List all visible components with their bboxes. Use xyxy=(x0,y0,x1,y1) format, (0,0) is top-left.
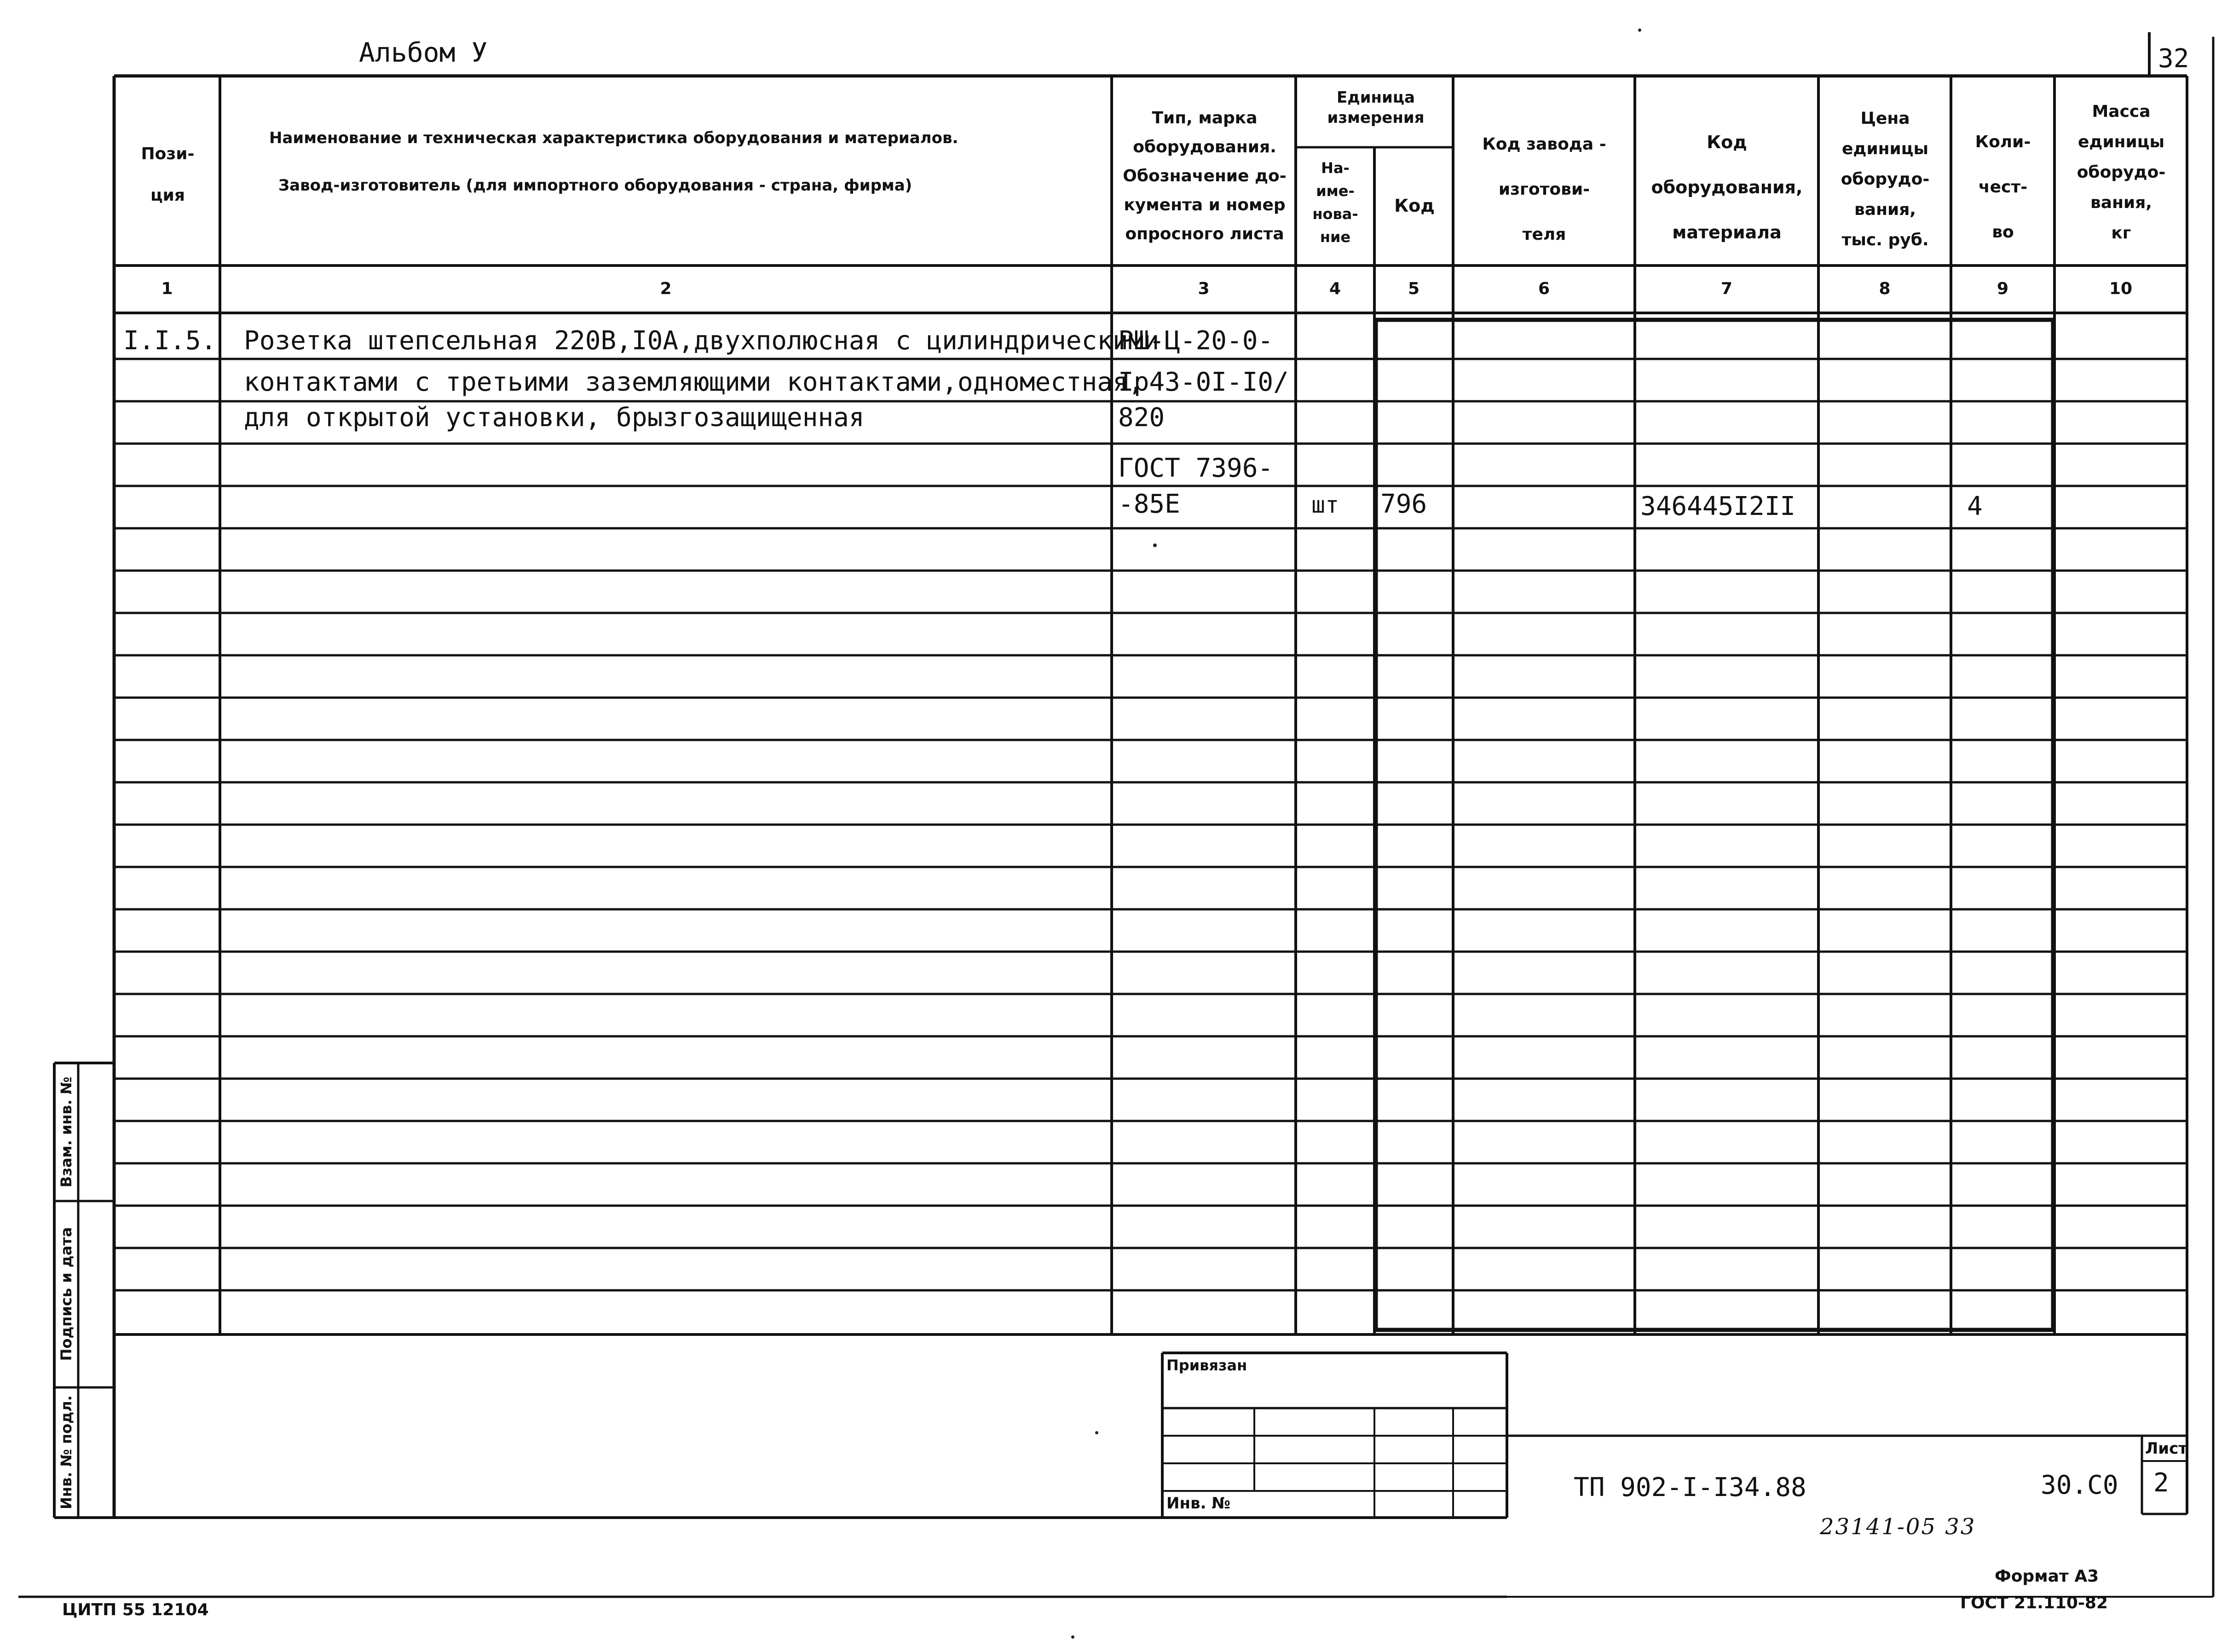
document-code: ТП 902-I-I34.88 xyxy=(1574,1473,1806,1502)
album-title: Альбом У xyxy=(359,37,488,68)
row-equipment-code: 346445I2II xyxy=(1640,491,1796,521)
header-mass xyxy=(2056,97,2186,248)
header-unit-name-line3: нова- xyxy=(1312,205,1358,223)
stamp-inv-no-label: Инв. № xyxy=(1166,1494,1231,1513)
row-unit-name: шт xyxy=(1311,491,1339,518)
header-unit-name-line4: ние xyxy=(1320,228,1351,246)
scan-speck xyxy=(1153,543,1157,547)
row-name-line1: Розетка штепсельная 220В,I0А,двухполюсная с цилиндрическими xyxy=(244,326,1160,356)
column-number-9: 9 xyxy=(1997,279,2009,298)
scan-speck xyxy=(1095,1431,1098,1434)
header-mass-line1: Масса xyxy=(2092,102,2151,121)
row-position: I.I.5. xyxy=(123,326,217,356)
column-number-2: 2 xyxy=(660,279,672,298)
row-unit-code: 796 xyxy=(1380,489,1427,519)
header-unit-name-line1: На- xyxy=(1321,159,1350,177)
header-name-line2: Завод-изготовитель (для импортного оборудования - страна, фирма) xyxy=(278,176,912,195)
row-type-line3: 820 xyxy=(1118,403,1165,433)
column-number-4: 4 xyxy=(1329,279,1341,298)
header-type-line4: кумента и номер xyxy=(1124,196,1286,214)
gost-label: ГОСТ 21.110-82 xyxy=(1960,1594,2108,1612)
header-price-line3: оборудо- xyxy=(1841,170,1930,189)
header-quantity xyxy=(1953,120,2053,255)
header-price-line5: тыс. руб. xyxy=(1841,231,1929,249)
stamp-vzam-inv: Взам. инв. № xyxy=(58,1076,75,1188)
row-type-line5: -85Е xyxy=(1118,489,1180,519)
sheet-number: 2 xyxy=(2153,1468,2169,1498)
stamp-inv-podl: Инв. № подл. xyxy=(58,1395,75,1509)
scan-speck xyxy=(1638,29,1641,32)
column-number-6: 6 xyxy=(1538,279,1550,298)
header-unit-group: Единица измерения xyxy=(1327,88,1425,127)
header-name-line1: Наименование и техническая характеристика оборудования и материалов. xyxy=(269,129,958,147)
header-price-line1: Цена xyxy=(1860,109,1910,128)
row-type-line2: Iр43-0I-I0/ xyxy=(1118,367,1289,397)
header-equipment-code-line2: оборудования, xyxy=(1651,177,1803,197)
header-type-line1: Тип, марка xyxy=(1152,109,1258,127)
row-type-line1: РШ-Ц-20-0- xyxy=(1118,326,1274,356)
page-number: 32 xyxy=(2158,44,2189,74)
header-mass-line5: кг xyxy=(2111,224,2131,243)
row-name-line2: контактами с третьими заземляющими контактами,одноместная, xyxy=(244,367,1144,397)
header-price-line2: единицы xyxy=(1841,139,1929,158)
header-quantity-line2: чест- xyxy=(1978,178,2028,196)
row-name-line3: для открытой установки, брызгозащищенная xyxy=(244,403,865,433)
header-unit-name xyxy=(1298,156,1373,248)
header-mass-line3: оборудо- xyxy=(2077,163,2166,182)
sheet-code: 30.C0 xyxy=(2041,1470,2118,1500)
header-price-line4: вания, xyxy=(1854,200,1916,219)
header-equipment-code-line3: материала xyxy=(1672,222,1782,243)
column-number-8: 8 xyxy=(1879,279,1891,298)
header-quantity-line1: Коли- xyxy=(1975,133,2031,151)
handwritten-number: 23141-05 33 xyxy=(1820,1514,1976,1540)
header-type xyxy=(1114,104,1296,248)
column-number-7: 7 xyxy=(1720,279,1733,298)
header-unit-name-line2: име- xyxy=(1316,182,1355,200)
column-number-1: 1 xyxy=(161,279,173,298)
header-position-line1: Пози- ция xyxy=(141,144,195,205)
header-factory-code-line1: Код завода - xyxy=(1482,135,1606,154)
header-factory-code-line3: теля xyxy=(1522,225,1566,244)
header-type-line3: Обозначение до- xyxy=(1123,167,1287,185)
citp-label: ЦИТП 55 12104 xyxy=(62,1600,209,1619)
header-factory-code xyxy=(1455,122,1633,257)
header-type-line5: опросного листа xyxy=(1125,225,1284,243)
header-equipment-code-line1: Код xyxy=(1707,132,1747,152)
header-position-text xyxy=(121,133,215,216)
header-mass-line2: единицы xyxy=(2077,133,2165,151)
header-unit-code: Код xyxy=(1394,196,1435,216)
header-quantity-line3: во xyxy=(1992,223,2014,242)
stamp-podpis-data: Подпись и дата xyxy=(58,1227,75,1361)
format-label: Формат А3 xyxy=(1995,1567,2099,1586)
sheet-label: Лист xyxy=(2145,1439,2187,1458)
header-price xyxy=(1820,104,1950,255)
row-type-line4: ГОСТ 7396- xyxy=(1118,453,1274,483)
row-quantity: 4 xyxy=(1967,491,1983,521)
column-number-10: 10 xyxy=(2109,279,2133,298)
header-mass-line4: вания, xyxy=(2090,193,2152,212)
header-factory-code-line2: изготови- xyxy=(1498,180,1590,199)
scan-speck xyxy=(1071,1635,1074,1639)
header-type-line2: оборудования. xyxy=(1133,138,1276,156)
column-number-3: 3 xyxy=(1198,279,1210,298)
stamp-privyazan-label: Привязан xyxy=(1166,1357,1247,1374)
header-equipment-code xyxy=(1637,120,1817,255)
column-number-5: 5 xyxy=(1408,279,1420,298)
